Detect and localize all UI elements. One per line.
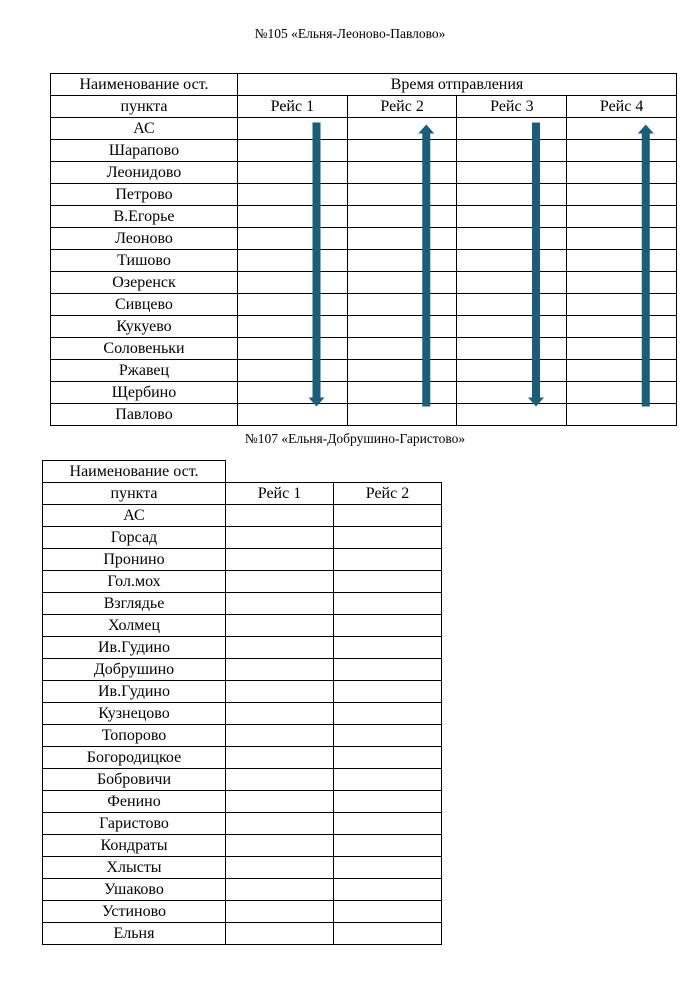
time-cell <box>567 250 677 272</box>
time-cell <box>347 272 457 294</box>
stop-name: В.Егорье <box>51 206 238 228</box>
time-cell <box>226 835 334 857</box>
time-cell <box>334 615 442 637</box>
trip-header: Рейс 3 <box>457 96 567 118</box>
time-cell <box>347 140 457 162</box>
time-cell <box>334 593 442 615</box>
trip-header: Рейс 2 <box>347 96 457 118</box>
time-cell <box>226 659 334 681</box>
stop-name: Холмец <box>43 615 226 637</box>
stop-name: Кукуево <box>51 316 238 338</box>
table-row <box>43 923 442 945</box>
time-cell <box>226 791 334 813</box>
time-cell <box>226 703 334 725</box>
time-cell <box>226 879 334 901</box>
stop-name: Пронино <box>43 549 226 571</box>
route-105-schedule-table <box>50 73 677 426</box>
time-cell <box>226 769 334 791</box>
time-cell <box>226 527 334 549</box>
stop-name: Горсад <box>43 527 226 549</box>
table-row <box>43 703 442 725</box>
header-row <box>43 461 442 483</box>
time-cell <box>334 923 442 945</box>
time-cell <box>457 118 567 140</box>
table-row <box>51 184 677 206</box>
stop-header-line1: Наименование ост. <box>43 461 226 483</box>
time-cell <box>457 316 567 338</box>
time-cell <box>334 681 442 703</box>
table-row <box>43 769 442 791</box>
table-row <box>51 272 677 294</box>
stop-name: АС <box>51 118 238 140</box>
trip-header: Рейс 1 <box>237 96 347 118</box>
stop-name: Добрушино <box>43 659 226 681</box>
time-cell <box>237 140 347 162</box>
stop-name: Щербино <box>51 382 238 404</box>
stop-name: Фенино <box>43 791 226 813</box>
table-row <box>43 681 442 703</box>
time-cell <box>457 140 567 162</box>
stop-name: Шарапово <box>51 140 238 162</box>
time-cell <box>457 250 567 272</box>
stop-name: Гол.мох <box>43 571 226 593</box>
time-cell <box>226 637 334 659</box>
time-cell <box>237 272 347 294</box>
time-cell <box>237 228 347 250</box>
time-cell <box>334 747 442 769</box>
table-row <box>43 725 442 747</box>
time-cell <box>457 294 567 316</box>
time-cell <box>226 593 334 615</box>
time-cell <box>237 382 347 404</box>
time-cell <box>347 360 457 382</box>
time-cell <box>226 857 334 879</box>
time-cell <box>567 404 677 426</box>
time-cell <box>334 901 442 923</box>
stop-header-line2: пункта <box>43 483 226 505</box>
trip-header: Рейс 2 <box>334 483 442 505</box>
time-cell <box>567 272 677 294</box>
time-cell <box>237 162 347 184</box>
time-cell <box>347 184 457 206</box>
table-row <box>43 637 442 659</box>
table-row <box>43 549 442 571</box>
stop-header-line1: Наименование ост. <box>51 74 238 96</box>
stop-name: Гаристово <box>43 813 226 835</box>
table-row <box>43 879 442 901</box>
stop-name: Соловеньки <box>51 338 238 360</box>
time-cell <box>457 162 567 184</box>
time-cell <box>457 360 567 382</box>
time-cell <box>237 184 347 206</box>
time-cell <box>567 162 677 184</box>
table-row <box>43 835 442 857</box>
time-cell <box>567 140 677 162</box>
table-row <box>51 250 677 272</box>
time-cell <box>347 162 457 184</box>
stop-name: Ив.Гудино <box>43 681 226 703</box>
time-cell <box>347 404 457 426</box>
time-cell <box>334 505 442 527</box>
stop-name: Павлово <box>51 404 238 426</box>
table-row <box>43 527 442 549</box>
table-row <box>51 360 677 382</box>
table-row <box>43 615 442 637</box>
stop-name: Тишово <box>51 250 238 272</box>
stop-name: Ив.Гудино <box>43 637 226 659</box>
time-cell <box>457 184 567 206</box>
time-cell <box>457 382 567 404</box>
time-cell <box>237 250 347 272</box>
header-row <box>51 74 677 96</box>
stop-name: Озеренск <box>51 272 238 294</box>
route-105-title: №105 «Ельня-Леоново-Павлово» <box>254 26 446 41</box>
time-cell <box>567 294 677 316</box>
time-cell <box>334 637 442 659</box>
departure-time-header: Время отправления <box>237 74 676 96</box>
time-cell <box>567 338 677 360</box>
stop-name: Ельня <box>43 923 226 945</box>
table-row <box>51 382 677 404</box>
table-row <box>51 294 677 316</box>
time-cell <box>334 769 442 791</box>
time-cell <box>567 184 677 206</box>
table-row <box>43 901 442 923</box>
time-cell <box>226 615 334 637</box>
table-row <box>43 857 442 879</box>
table-row <box>43 659 442 681</box>
stop-name: Ушаково <box>43 879 226 901</box>
trip-header: Рейс 1 <box>226 483 334 505</box>
stop-name: Устиново <box>43 901 226 923</box>
time-cell <box>226 901 334 923</box>
table-row <box>43 593 442 615</box>
time-cell <box>237 360 347 382</box>
route-107-title: №107 «Ельня-Добрушино-Гаристово» <box>244 431 466 446</box>
trip-header-row <box>51 96 677 118</box>
time-cell <box>347 338 457 360</box>
time-cell <box>347 206 457 228</box>
time-cell <box>334 527 442 549</box>
stop-name: Бобровичи <box>43 769 226 791</box>
time-cell <box>237 338 347 360</box>
time-cell <box>347 294 457 316</box>
trip-header: Рейс 4 <box>567 96 677 118</box>
time-cell <box>567 382 677 404</box>
time-cell <box>567 118 677 140</box>
stop-header-line2: пункта <box>51 96 238 118</box>
time-cell <box>457 338 567 360</box>
time-cell <box>334 571 442 593</box>
stop-name: Петрово <box>51 184 238 206</box>
stop-name: АС <box>43 505 226 527</box>
time-cell <box>237 294 347 316</box>
stop-name: Леоново <box>51 228 238 250</box>
time-cell <box>457 206 567 228</box>
time-cell <box>334 659 442 681</box>
stop-name: Леонидово <box>51 162 238 184</box>
table-row <box>43 747 442 769</box>
stop-name: Богородицкое <box>43 747 226 769</box>
time-cell <box>237 404 347 426</box>
table-row <box>51 206 677 228</box>
trip-header-row <box>43 483 442 505</box>
time-cell <box>226 923 334 945</box>
table-row <box>51 228 677 250</box>
time-cell <box>237 206 347 228</box>
stop-name: Ржавец <box>51 360 238 382</box>
time-cell <box>347 228 457 250</box>
time-cell <box>567 316 677 338</box>
table-row <box>43 505 442 527</box>
time-cell <box>334 791 442 813</box>
time-cell <box>226 681 334 703</box>
stop-name: Топорово <box>43 725 226 747</box>
table-row <box>51 404 677 426</box>
time-cell <box>334 703 442 725</box>
table-row <box>51 162 677 184</box>
time-cell <box>237 316 347 338</box>
table-row <box>43 571 442 593</box>
time-cell <box>347 316 457 338</box>
time-cell <box>334 835 442 857</box>
time-cell <box>334 813 442 835</box>
time-cell <box>457 272 567 294</box>
time-cell <box>226 505 334 527</box>
time-cell <box>567 206 677 228</box>
time-cell <box>334 879 442 901</box>
time-cell <box>334 549 442 571</box>
time-cell <box>567 228 677 250</box>
time-cell <box>226 549 334 571</box>
stop-name: Кондраты <box>43 835 226 857</box>
time-cell <box>237 118 347 140</box>
time-cell <box>226 725 334 747</box>
time-cell <box>226 571 334 593</box>
time-cell <box>334 857 442 879</box>
time-cell <box>334 725 442 747</box>
stop-name: Взглядье <box>43 593 226 615</box>
time-cell <box>347 250 457 272</box>
empty-header-cell <box>226 461 442 483</box>
stop-name: Кузнецово <box>43 703 226 725</box>
table-row <box>51 338 677 360</box>
table-row <box>51 140 677 162</box>
table-row <box>51 316 677 338</box>
time-cell <box>226 747 334 769</box>
route-107-schedule-table <box>42 460 442 945</box>
time-cell <box>226 813 334 835</box>
time-cell <box>347 118 457 140</box>
time-cell <box>457 404 567 426</box>
table-row <box>51 118 677 140</box>
table-row <box>43 791 442 813</box>
time-cell <box>347 382 457 404</box>
stop-name: Сивцево <box>51 294 238 316</box>
table-row <box>43 813 442 835</box>
time-cell <box>457 228 567 250</box>
stop-name: Хлысты <box>43 857 226 879</box>
time-cell <box>567 360 677 382</box>
